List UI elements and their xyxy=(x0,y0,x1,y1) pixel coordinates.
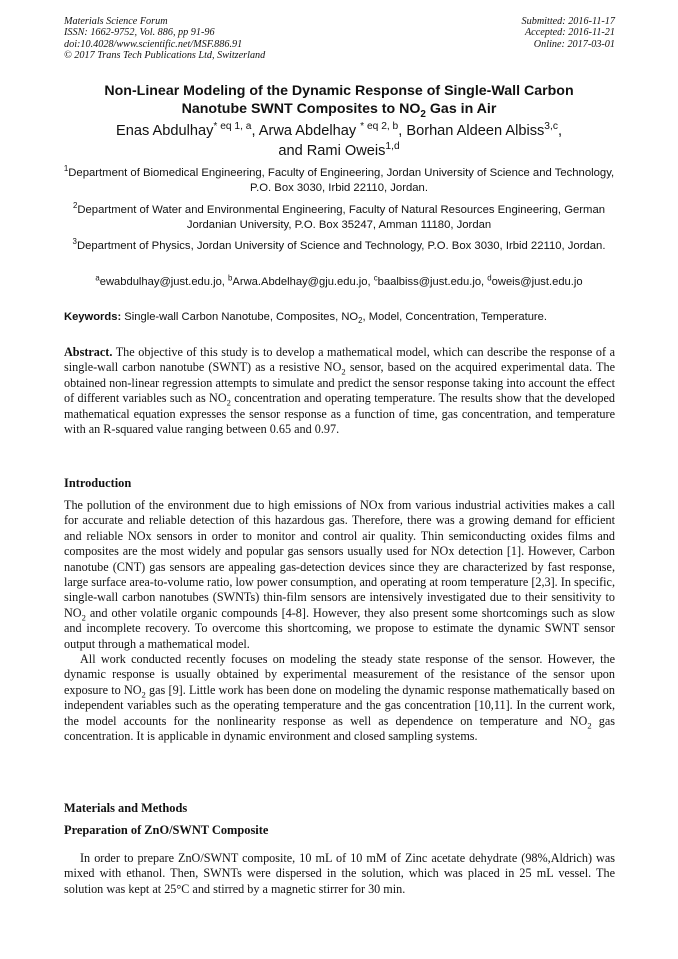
paragraph xyxy=(64,498,615,652)
affiliation-text: Department of Biomedical Engineering, Faculty of Engineering, Jordan University of Science and Technology, P.O. Box 3030, Irbid 22110, Jordan. xyxy=(68,167,615,194)
author-line xyxy=(60,121,618,141)
paragraph: In order to prepare ZnO/SWNT composite, 10 mL of 10 mM of Zinc acetate dehydrate (98%,Aldrich) was mixed with ethanol. Then, SWNTs were dispersed in the solution, which was placed in 25 mL vessel. The solution was kept at 25°C and stirred by a magnetic stirrer for 30 min. xyxy=(64,851,615,896)
author-separator: , xyxy=(557,123,562,139)
title-line: Non-Linear Modeling of the Dynamic Response of Single-Wall Carbon xyxy=(104,83,574,99)
author-name: , Arwa Abdelhay xyxy=(251,123,361,139)
abstract-text: concentration and operating temperature. The results show that the developed mathematical equation expresses the sensor response as a function of time, gas concentration, and temperature with an R-squared value ranging between 0.65 and 0.97. xyxy=(64,391,615,437)
abstract-label: Abstract. xyxy=(64,345,113,359)
online-date: Online: 2017-03-01 xyxy=(533,38,615,50)
author-emails xyxy=(60,275,618,289)
author-name: Enas Abdulhay xyxy=(116,123,214,139)
abstract-text: The objective of this study is to develop a mathematical model, which can describe the response of a single-wall carbon nanotube (SWNT) as a resistive NO xyxy=(64,345,615,375)
author-mark: * eq 2, b xyxy=(360,121,399,133)
email-address[interactable]: Arwa.Abdelhay@gju.edu.jo, xyxy=(232,276,374,288)
author-list xyxy=(60,121,618,161)
author-mark: 3,c xyxy=(544,121,558,133)
author-name: , Borhan Aldeen Albiss xyxy=(398,123,545,139)
submitted-date: Submitted: 2016-11-17 xyxy=(521,16,615,27)
affiliation-mark: 3 xyxy=(72,237,77,247)
journal-info-line: doi:10.4028/www.scientific.net/MSF.886.91 xyxy=(64,38,243,50)
paragraph-text: The pollution of the environment due to high emissions of NOx from various industrial activities makes a call for accurate and reliable detection of this hazardous gas. Therefore, there was a growing demand for efficient and reliable NOx sensors in order to monitor and control air quality. Thin semiconducting oxides films and composites are the most widely and popular gas sensors usually used for NOx detection [1]. However, Carbon nanotube (CNT) gas sensors are appealing gas-detection devices since they are characterized by fast response, large surface area-to-volume ratio, low power consumption, and operating at room temperature [2,3]. In specific, single-wall carbon nanotubes (SWNTs) thin-film sensors are intensively investigated due to their sensitivity to NO xyxy=(64,498,615,620)
methods-body xyxy=(64,851,615,897)
paper-title xyxy=(60,82,618,118)
email-address[interactable]: oweis@just.edu.jo xyxy=(491,276,583,288)
paragraph-subscript: 2 xyxy=(81,612,86,623)
introduction-body xyxy=(64,498,615,745)
accepted-date: Accepted: 2016-11-21 xyxy=(524,27,615,39)
email-mark: d xyxy=(487,273,492,283)
paragraph-subscript: 2 xyxy=(141,689,146,700)
paragraph-text: gas [9]. Little work has been done on modeling the dynamic response mathematically based on independent variables such as the operating temperature and the gas concentration [10,11]. In the current work, the model accounts for the nonlinearity response as well as dependence on temperature and NO xyxy=(64,682,615,728)
journal-info-line: © 2017 Trans Tech Publications Ltd, Switzerland xyxy=(64,50,266,62)
title-line xyxy=(60,100,618,118)
abstract-text: sensor, based on the acquired experimental data. The obtained non-linear regression attempts to simulate and predict the sensor response taking into account the effect of different variables such as NO xyxy=(64,360,615,406)
affiliation-text: Department of Water and Environmental Engineering, Faculty of Natural Resources Engineering, German Jordanian University, P.O. Box 35247, Amman 11180, Jordan xyxy=(77,204,606,231)
affiliation-mark: 2 xyxy=(72,201,78,211)
paragraph-text: and other volatile organic compounds [4-8]. However, they also present some shortcomings such as slow and incomplete recovery. To overcome this shortcoming, we propose to estimate the dynamic SWNT sensor output through a mathematical model. xyxy=(64,605,615,651)
paragraph-text: gas concentration. It is applicable in dynamic environment and closed sampling systems. xyxy=(64,713,616,744)
paragraph-subscript: 2 xyxy=(587,720,592,731)
email-mark: c xyxy=(373,273,378,283)
email-mark: b xyxy=(228,273,233,283)
abstract xyxy=(64,345,615,437)
affiliation xyxy=(62,239,616,254)
email-address[interactable]: baalbiss@just.edu.jo, xyxy=(377,276,488,288)
journal-info-line: Materials Science Forum xyxy=(64,16,168,27)
paragraph xyxy=(64,652,615,744)
title-text: Nanotube SWNT Composites to NO xyxy=(181,101,421,117)
affiliation-text: Department of Physics, Jordan University of Science and Technology, P.O. Box 3030, Irbid 22110, Jordan. xyxy=(76,240,606,252)
section-heading-introduction: Introduction xyxy=(64,476,132,490)
email-address[interactable]: ewabdulhay@just.edu.jo, xyxy=(99,276,229,288)
title-subscript: 2 xyxy=(420,108,426,120)
abstract-subscript: 2 xyxy=(341,366,346,377)
affiliation xyxy=(62,166,616,195)
journal-info xyxy=(64,16,265,62)
keywords-subscript: 2 xyxy=(358,316,363,326)
keywords xyxy=(64,310,616,324)
journal-info-line: ISSN: 1662-9752, Vol. 886, pp 91-96 xyxy=(64,27,215,39)
author-mark: 1,d xyxy=(385,141,400,153)
submission-dates xyxy=(522,16,615,50)
subsection-heading-preparation: Preparation of ZnO/SWNT Composite xyxy=(64,823,269,837)
title-text: Gas in Air xyxy=(425,101,497,117)
section-heading-methods: Materials and Methods xyxy=(64,801,188,815)
keywords-label: Keywords: xyxy=(64,311,122,323)
author-line xyxy=(60,141,618,161)
author-name: and Rami Oweis xyxy=(278,143,386,159)
paragraph-text: All work conducted recently focuses on modeling the steady state response of the sensor. However, the dynamic response is usually obtained by experimental measurement of the resistance of the sensor upon exposure to NO xyxy=(64,652,615,697)
affiliation-mark: 1 xyxy=(63,164,69,174)
affiliation xyxy=(62,203,616,232)
abstract-subscript: 2 xyxy=(226,397,231,408)
keywords-text: Single-wall Carbon Nanotube, Composites, NO xyxy=(121,311,359,323)
author-mark: * eq 1, a xyxy=(213,121,252,133)
keywords-text: , Model, Concentration, Temperature. xyxy=(362,311,547,323)
email-mark: a xyxy=(95,273,100,283)
